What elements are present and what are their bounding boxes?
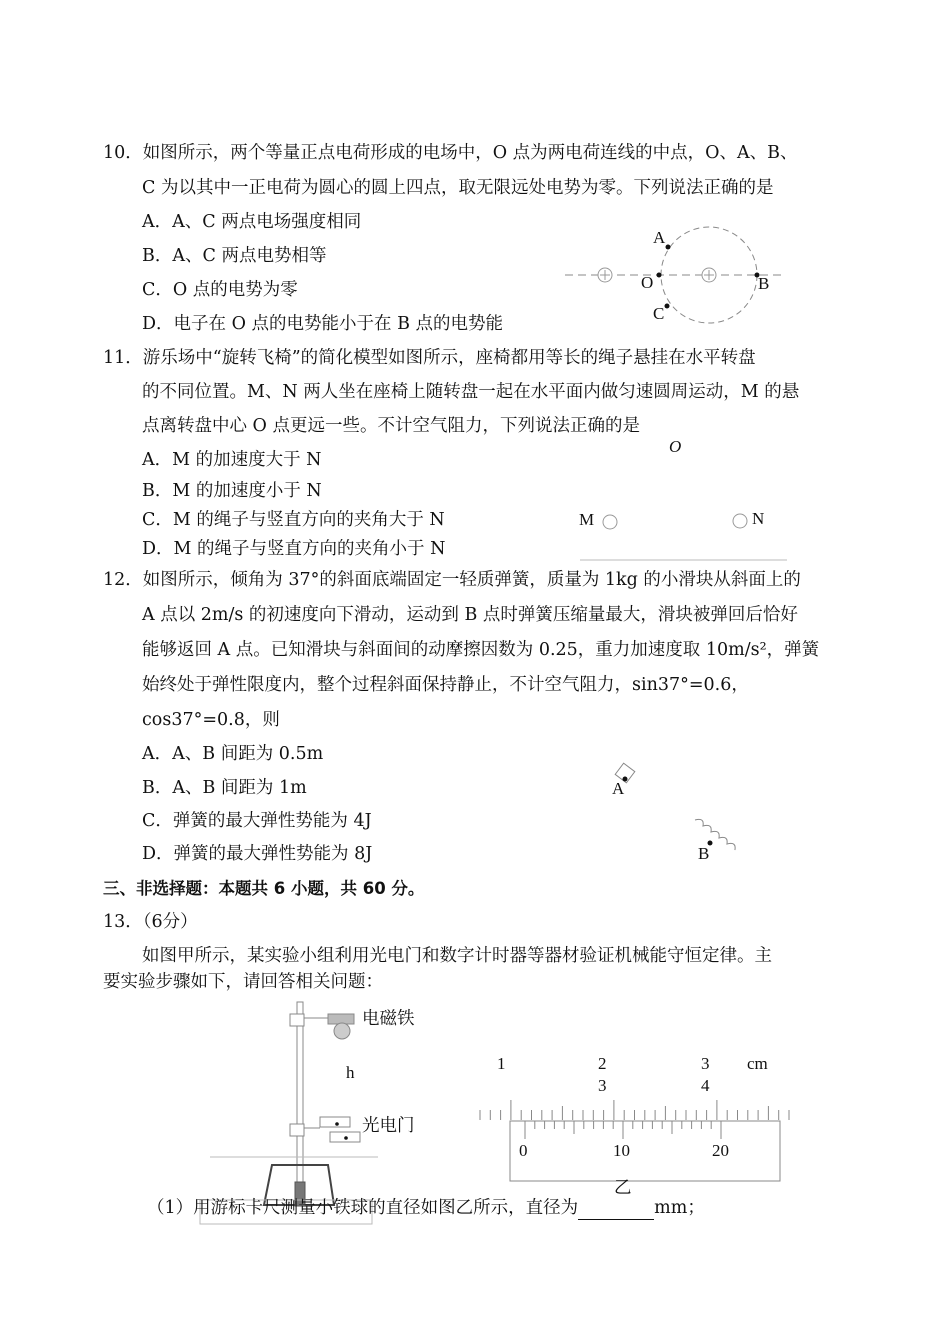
q12-line3: 能够返回 A 点。已知滑块与斜面间的动摩擦因数为 0.25，重力加速度取 10m/s²，弹簧 (142, 640, 820, 660)
main-scale-label-2: 2 (598, 1054, 607, 1073)
q10-line2: C 为以其中一正电荷为圆心的圆上四点，取无限远处电势为零。下列说法正确的是 (142, 178, 774, 198)
vernier-label-10: 10 (613, 1141, 630, 1160)
q13-body1: 如图甲所示，某实验小组利用光电门和数字计时器等器材验证机械能守恒定律。主 (142, 946, 772, 966)
q11-swing-figure (575, 505, 795, 565)
main-scale-label-3b: 3 (598, 1076, 607, 1095)
q11-label-m: M (579, 510, 595, 529)
q10-option-b: B．A、C 两点电势相等 (142, 246, 327, 266)
seat-m (603, 515, 617, 529)
photogate-label: 光电门 (362, 1116, 415, 1136)
q10-option-c: C．O 点的电势为零 (142, 280, 298, 300)
q12-line1: 12．如图所示，倾角为 37°的斜面底端固定一轻质弹簧，质量为 1kg 的小滑块从斜面上的 (103, 570, 801, 590)
seat-n (733, 514, 747, 528)
main-scale-ticks (480, 1100, 789, 1120)
q13-sub1 (147, 1196, 705, 1220)
unit-label: cm (747, 1054, 768, 1073)
q11-label-o: O (669, 437, 682, 456)
q10-label-c: C (653, 304, 665, 323)
q10-line1: 10．如图所示，两个等量正点电荷形成的电场中，O 点为两电荷连线的中点，O、A、B、 (103, 143, 798, 163)
q13-apparatus-figure (200, 1000, 380, 1225)
section-3-heading: 三、非选择题：本题共 6 小题，共 60 分。 (103, 879, 425, 898)
q13-sub1-unit: mm； (654, 1198, 705, 1218)
q11-option-b: B．M 的加速度小于 N (142, 481, 322, 501)
q12-line4: 始终处于弹性限度内，整个过程斜面保持静止，不计空气阻力，sin37°=0.6， (142, 675, 749, 695)
main-scale-label-3: 3 (701, 1054, 710, 1073)
photogate-top (320, 1117, 350, 1127)
iron-ball (334, 1023, 350, 1039)
q11-label-n: N (752, 509, 765, 528)
electromagnet (328, 1014, 354, 1024)
q12-label-a: A (612, 779, 625, 798)
q10-option-a: A．A、C 两点电场强度相同 (142, 212, 362, 232)
figure-caption-yi: 乙 (614, 1178, 632, 1198)
q12-option-d: D．弹簧的最大弹性势能为 8J (142, 844, 373, 864)
q13-sub1-text: （1）用游标卡尺测量小铁球的直径如图乙所示，直径为 (147, 1198, 579, 1218)
q10-option-d: D．电子在 O 点的电势能小于在 B 点的电势能 (142, 314, 503, 334)
q10-label-a: A (653, 228, 666, 247)
q11-option-d: D．M 的绳子与竖直方向的夹角小于 N (142, 539, 446, 559)
answer-blank[interactable] (578, 1201, 654, 1220)
q11-line1: 11．游乐场中“旋转飞椅”的简化模型如图所示，座椅都用等长的绳子悬挂在水平转盘 (103, 348, 756, 368)
q11-option-a: A．M 的加速度大于 N (142, 450, 322, 470)
q12-line2: A 点以 2m/s 的初速度向下滑动，运动到 B 点时弹簧压缩量最大，滑块被弹回后恰好 (142, 605, 798, 625)
electromagnet-label: 电磁铁 (362, 1009, 415, 1029)
q11-option-c: C．M 的绳子与竖直方向的夹角大于 N (142, 510, 445, 530)
q13-body2: 要实验步骤如下，请回答相关问题： (103, 972, 383, 992)
vernier-label-20: 20 (712, 1141, 729, 1160)
q12-line5: cos37°=0.8，则 (142, 710, 280, 730)
height-label: h (346, 1063, 355, 1082)
q12-option-c: C．弹簧的最大弹性势能为 4J (142, 811, 372, 831)
positive-charge-left (598, 268, 612, 282)
q12-incline-figure (600, 760, 760, 870)
q12-label-b: B (698, 844, 710, 863)
vernier-label-0: 0 (519, 1141, 528, 1160)
positive-charge-right (702, 268, 716, 282)
main-scale-label-4: 4 (701, 1076, 710, 1095)
vernier-slider (510, 1121, 780, 1181)
q12-option-b: B．A、B 间距为 1m (142, 778, 307, 798)
q11-line2: 的不同位置。M、N 两人坐在座椅上随转盘一起在水平面内做匀速圆周运动，M 的悬 (142, 382, 800, 402)
q11-line3: 点离转盘中心 O 点更远一些。不计空气阻力，下列说法正确的是 (142, 416, 640, 436)
main-scale-label-1: 1 (497, 1054, 506, 1073)
q12-option-a: A．A、B 间距为 0.5m (142, 744, 324, 764)
q13-heading: 13．（6分） (103, 912, 198, 932)
q13-vernier-figure (470, 1085, 810, 1185)
upper-clamp (290, 1014, 304, 1026)
q10-field-figure (560, 220, 790, 330)
lower-clamp (290, 1124, 304, 1136)
q10-label-o: O (641, 273, 654, 292)
stand-pole (297, 1002, 303, 1192)
q10-label-b: B (758, 274, 770, 293)
